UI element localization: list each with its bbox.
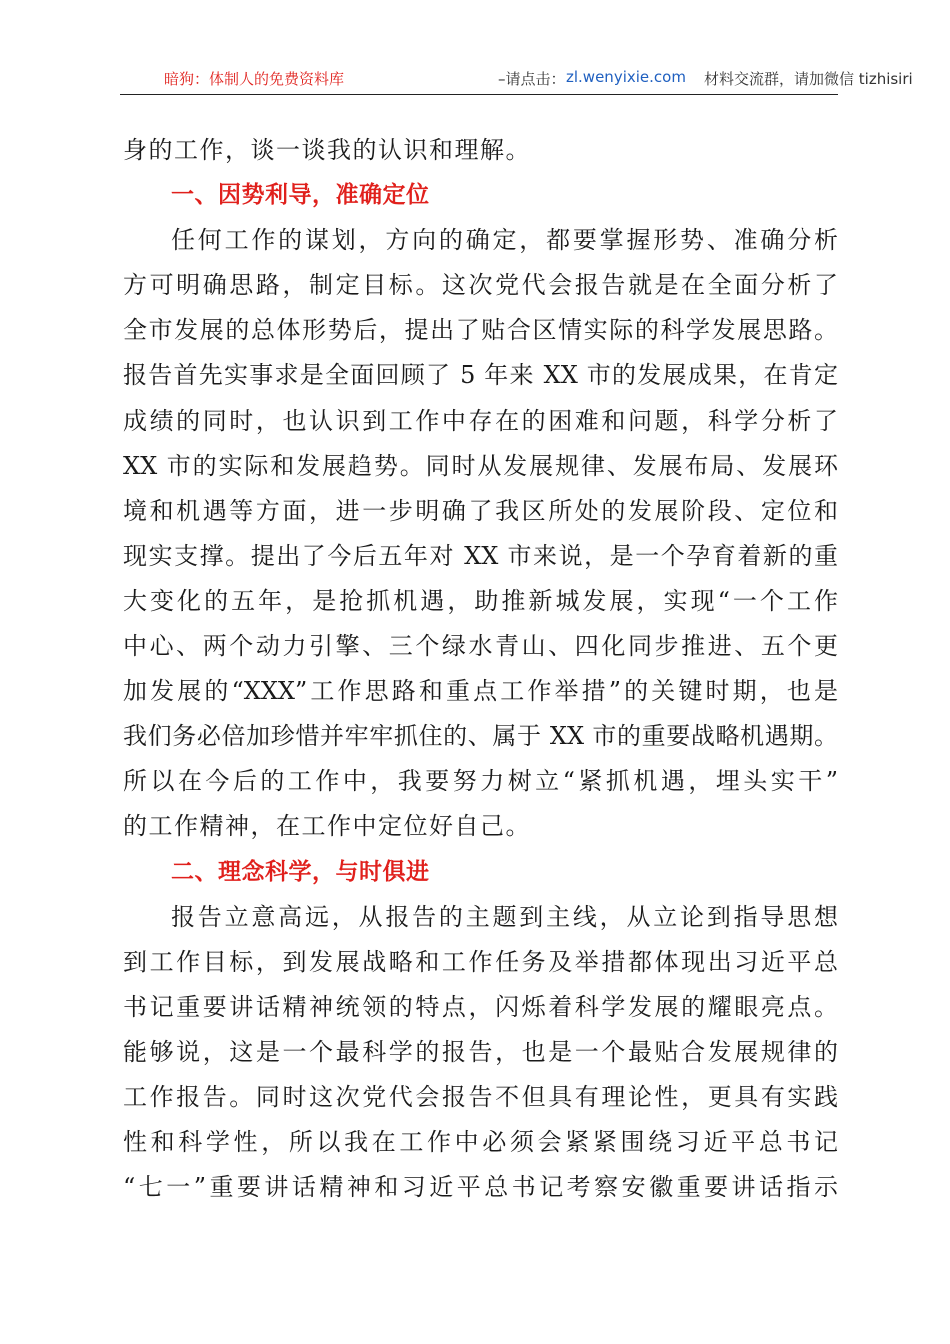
paragraph-1-line: 的工作精神，在工作中定位好自己。: [123, 812, 531, 841]
paragraph-1-line: XX 市的实际和发展趋势。同时从发展规律、发展布局、发展环: [123, 451, 838, 480]
paragraph-2-line: 到工作目标，到发展战略和工作任务及举措都体现出习近平总: [123, 947, 838, 976]
section-heading-2: 二、理念科学，与时俱进: [171, 858, 430, 885]
paragraph-1-line: 大变化的五年，是抢抓机遇，助推新城发展，实现“一个工作: [123, 586, 838, 615]
header-group-info: 材料交流群，请加微信 tizhisiri: [704, 70, 913, 88]
paragraph-2-line: 书记重要讲话精神统领的特点，闪烁着科学发展的耀眼亮点。: [123, 992, 838, 1021]
paragraph-1-line: 加发展的“XXX”工作思路和重点工作举措”的关键时期，也是: [123, 677, 838, 706]
paragraph-1-line: 中心、两个动力引擎、三个绿水青山、四化同步推进、五个更: [123, 632, 838, 661]
paragraph-1-line: 境和机遇等方面，进一步明确了我区所处的发展阶段、定位和: [123, 496, 838, 525]
paragraph-2-line: 能够说，这是一个最科学的报告，也是一个最贴合发展规律的: [123, 1037, 838, 1066]
paragraph-1-line: 我们务必倍加珍惜并牢牢抓住的、属于 XX 市的重要战略机遇期。: [123, 722, 838, 751]
text-line: 身的工作，谈一谈我的认识和理解。: [123, 136, 531, 164]
header-link[interactable]: zl.wenyixie.com: [566, 68, 686, 86]
header-brand: 暗狗：体制人的免费资料库: [164, 70, 345, 88]
paragraph-1-line: 方可明确思路，制定目标。这次党代会报告就是在全面分析了: [123, 271, 838, 300]
paragraph-2-line: 报告立意高远，从报告的主题到主线，从立论到指导思想: [171, 902, 838, 931]
header-click-prompt: –请点击：: [498, 70, 566, 88]
paragraph-1-line: 报告首先实事求是全面回顾了 5 年来 XX 市的发展成果，在肯定: [123, 361, 838, 390]
paragraph-1-line: 全市发展的总体形势后，提出了贴合区情实际的科学发展思路。: [123, 316, 838, 345]
paragraph-2-line: 性和科学性，所以我在工作中必须会紧紧围绕习近平总书记: [123, 1128, 838, 1157]
paragraph-2-line: “七一”重要讲话精神和习近平总书记考察安徽重要讲话指示: [123, 1173, 838, 1202]
document-body: [123, 128, 838, 1210]
page-header: [120, 66, 913, 95]
paragraph-1-line: 所以在今后的工作中，我要努力树立“紧抓机遇，埋头实干”: [123, 767, 838, 796]
paragraph-1-line: 任何工作的谋划，方向的确定，都要掌握形势、准确分析: [171, 226, 838, 255]
paragraph-1-line: 现实支撑。提出了今后五年对 XX 市来说，是一个孕育着新的重: [123, 541, 838, 570]
paragraph-2-line: 工作报告。同时这次党代会报告不但具有理论性，更具有实践: [123, 1082, 838, 1111]
paragraph-1-line: 成绩的同时，也认识到工作中存在的困难和问题，科学分析了: [123, 406, 838, 435]
section-heading-1: 一、因势利导，准确定位: [171, 182, 430, 209]
